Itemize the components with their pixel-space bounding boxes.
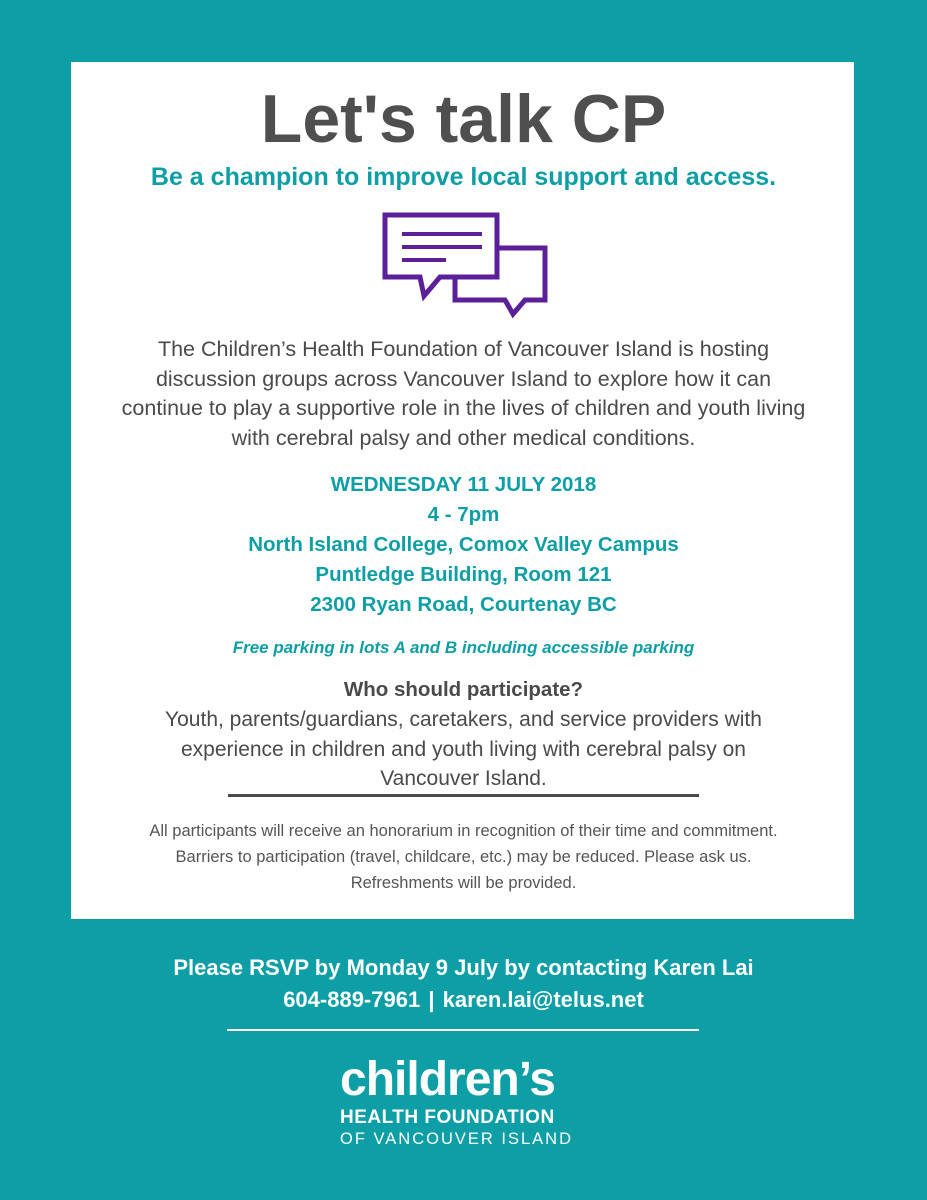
logo-line-2: HEALTH FOUNDATION [340,1107,555,1128]
foundation-logo [340,1055,590,1149]
event-details [0,470,927,620]
rsvp-line: Please RSVP by Monday 9 July by contacting Karen Lai [173,955,754,980]
subtitle: Be a champion to improve local support and access. [150,163,777,191]
participants-text: Youth, parents/guardians, caretakers, and service providers with experience in children and youth living with cerebral palsy on Vancouver Island. [165,708,762,790]
rsvp-separator: | [428,987,435,1012]
rsvp-phone[interactable]: 604-889-7961 [283,987,421,1012]
participants-heading: Who should participate? [343,678,584,701]
event-date: WEDNESDAY 11 JULY 2018 [330,473,597,496]
chat-bubbles-icon [380,210,552,325]
page-title: Let's talk CP [260,81,667,157]
rsvp-contact [0,984,927,1016]
logo-line-1: children’s [340,1053,555,1106]
rsvp-block [0,952,927,1016]
event-venue: North Island College, Comox Valley Campus [248,533,679,556]
intro-paragraph: The Children’s Health Foundation of Vancouver Island is hosting discussion groups across Vancouver Island to explore how it can continue to play a supportive role in the lives of children and youth living with cerebral palsy and other medical conditions. [121,337,806,450]
chat-bubble-front [385,215,497,296]
logo-line-3: OF VANCOUVER ISLAND [340,1130,573,1148]
event-address: 2300 Ryan Road, Courtenay BC [310,593,617,616]
rsvp-email[interactable]: karen.lai@telus.net [442,987,644,1012]
footer-divider [227,1029,699,1031]
event-time: 4 - 7pm [427,503,500,526]
divider [228,794,699,797]
honorarium-note: All participants will receive an honorarium in recognition of their time and commitment. Barriers to participation (travel, childcare, etc.) may be reduced. Please ask us. Refreshments will be provided. [149,822,778,892]
event-room: Puntledge Building, Room 121 [315,563,612,586]
parking-note: Free parking in lots A and B including accessible parking [232,638,695,657]
